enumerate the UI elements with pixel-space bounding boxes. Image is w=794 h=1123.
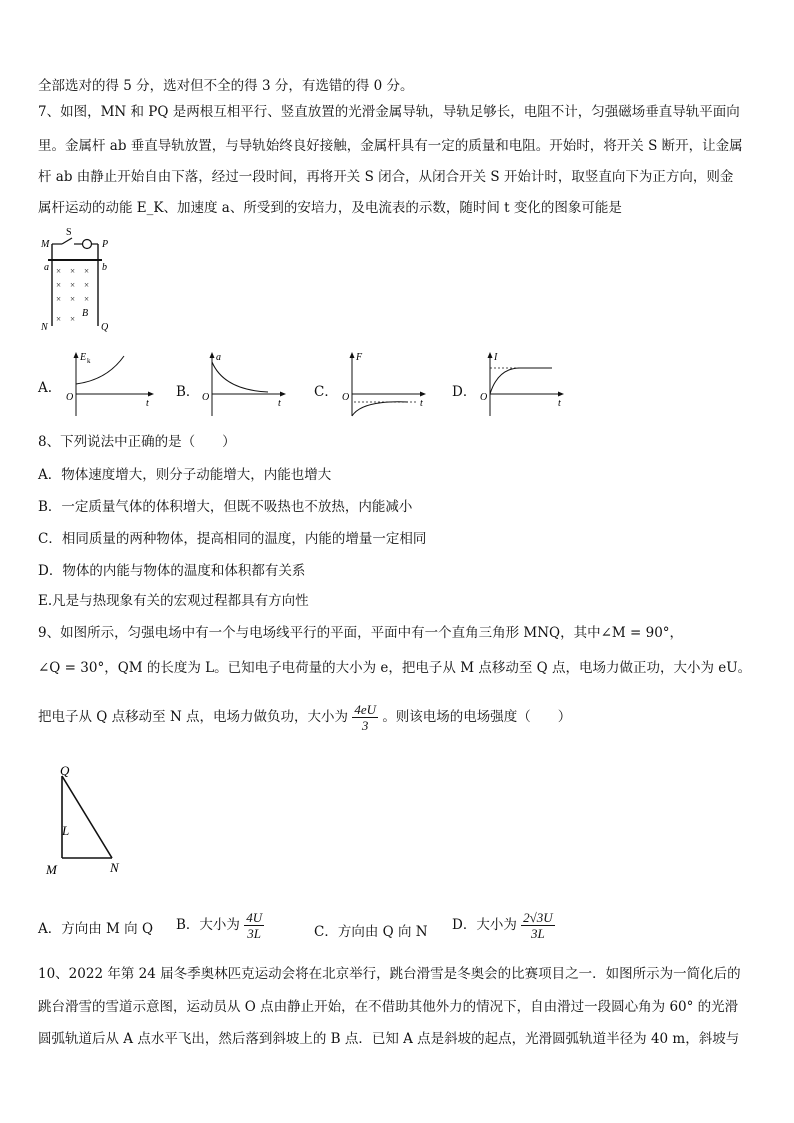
q7-label-q: Q — [101, 322, 109, 333]
q7-d-xlabel: t — [558, 398, 561, 409]
q7-line-1: 7、如图，MN 和 PQ 是两根互相平行、竖直放置的光滑金属导轨，导轨足够长，电阻不计，匀强磁场垂直导轨平面向 — [38, 104, 740, 120]
q9-line-3-post: 。则该电场的电场强度（ ） — [382, 709, 572, 725]
q9-option-c: C．方向由 Q 向 N — [314, 924, 428, 940]
q9-line-3 — [38, 702, 571, 733]
q7-label-n: N — [41, 322, 48, 333]
q7-graph-c — [338, 350, 438, 422]
q9-option-d-fraction — [521, 910, 555, 941]
q7-label-B: B — [82, 308, 89, 319]
q8-option-b: B．一定质量气体的体积增大，但既不吸热也不放热，内能减小 — [38, 499, 413, 515]
q7-a-origin: O — [66, 392, 74, 403]
svg-text:×: × — [84, 294, 90, 304]
q7-graph-a — [62, 350, 162, 422]
q8-option-a: A．物体速度增大，则分子动能增大，内能也增大 — [38, 467, 332, 483]
q9-option-b-fraction — [244, 910, 264, 941]
q7-rail-figure — [38, 226, 118, 336]
svg-text:×: × — [70, 314, 76, 324]
q7-c-ylabel: F — [356, 352, 363, 363]
q9-option-b-den: 3L — [247, 926, 262, 941]
svg-text:×: × — [56, 314, 62, 324]
svg-text:×: × — [84, 266, 90, 276]
svg-text:×: × — [84, 280, 90, 290]
q9-line-1: 9、如图所示，匀强电场中有一个与电场线平行的平面，平面中有一个直角三角形 MNQ，其中∠M = 90°， — [38, 625, 684, 641]
q9-label-m: M — [46, 862, 57, 877]
q10-line-1: 10、2022 年第 24 届冬季奥林匹克运动会将在北京举行，跳台滑雪是冬奥会的比赛项目之一．如图所示为一简化后的 — [38, 966, 741, 982]
svg-text:×: × — [56, 280, 62, 290]
q7-a-ysub: k — [87, 357, 91, 365]
q7-option-c-letter: C． — [314, 384, 338, 400]
q7-b-origin: O — [202, 392, 210, 403]
q7-label-p: P — [102, 239, 109, 250]
q7-d-ylabel: I — [494, 352, 498, 363]
q9-frac-num: 4eU — [354, 702, 377, 717]
q7-label-s: S — [66, 227, 72, 238]
q7-graph-d — [476, 350, 576, 422]
q8-option-d: D．物体的内能与物体的温度和体积都有关系 — [38, 563, 306, 579]
svg-text:×: × — [56, 294, 62, 304]
q9-label-l: L — [62, 823, 70, 838]
svg-text:×: × — [56, 266, 62, 276]
q9-option-b — [176, 910, 264, 941]
q9-frac-den: 3 — [361, 718, 369, 733]
q9-option-d-pre: D．大小为 — [452, 917, 517, 933]
q7-line-3: 杆 ab 由静止开始自由下落，经过一段时间，再将开关 S 闭合，从闭合开关 S 开始计时，取竖直向下为正方向，则金 — [38, 169, 734, 185]
q9-label-n: N — [110, 860, 119, 875]
q8-option-e: E.凡是与热现象有关的宏观过程都具有方向性 — [38, 593, 309, 609]
q9-option-d — [452, 910, 555, 941]
q9-option-b-num: 4U — [246, 910, 263, 925]
q10-line-2: 跳台滑雪的雪道示意图，运动员从 O 点由静止开始，在不借助其他外力的情况下，自由滑过一段圆心角为 60° 的光滑 — [38, 999, 739, 1015]
q7-option-b-letter: B． — [176, 384, 200, 400]
svg-text:×: × — [70, 280, 76, 290]
q7-d-origin: O — [480, 392, 488, 403]
q9-label-q: Q — [60, 763, 70, 778]
q8-option-c: C．相同质量的两种物体，提高相同的温度，内能的增量一定相同 — [38, 531, 427, 547]
q7-label-b: b — [102, 262, 107, 273]
q9-line-2: ∠Q = 30°，QM 的长度为 L。已知电子电荷量的大小为 e，把电子从 M 点移动至 Q 点，电场力做正功，大小为 eU。 — [38, 660, 752, 676]
q7-b-ylabel: a — [216, 352, 221, 363]
q7-line-2: 里。金属杆 ab 垂直导轨放置，与导轨始终良好接触，金属杆具有一定的质量和电阻。开始时，将开关 S 断开，让金属 — [38, 138, 743, 154]
q9-option-d-num: 2√3U — [523, 910, 553, 925]
q10-line-3: 圆弧轨道后从 A 点水平飞出，然后落到斜坡上的 B 点．已知 A 点是斜坡的起点，光滑圆弧轨道半径为 40 m，斜坡与 — [38, 1031, 740, 1047]
q7-option-d-letter: D． — [452, 384, 477, 400]
svg-text:×: × — [70, 294, 76, 304]
q7-a-ylabel: E — [80, 352, 87, 363]
q7-c-origin: O — [342, 392, 350, 403]
q9-option-b-pre: B．大小为 — [176, 917, 240, 933]
q7-c-xlabel: t — [420, 398, 423, 409]
q8-stem: 8、下列说法中正确的是（ ） — [38, 434, 236, 450]
q7-label-a: a — [44, 262, 49, 273]
q7-option-a-letter: A. — [38, 380, 53, 396]
q9-option-d-den: 3L — [531, 926, 545, 941]
intro-line: 全部选对的得 5 分，选对但不全的得 3 分，有选错的得 0 分。 — [38, 78, 414, 94]
q9-work-fraction — [352, 702, 378, 733]
q7-line-4: 属杆运动的动能 E_K、加速度 a、所受到的安培力，及电流表的示数，随时间 t 变化的图象可能是 — [38, 200, 622, 216]
q9-line-3-pre: 把电子从 Q 点移动至 N 点，电场力做负功，大小为 — [38, 709, 349, 725]
q7-label-m: M — [41, 239, 50, 250]
q9-triangle-figure — [40, 762, 140, 882]
q9-option-a: A．方向由 M 向 Q — [38, 921, 154, 937]
q7-graph-b — [198, 350, 298, 422]
q7-b-xlabel: t — [278, 398, 281, 409]
q7-a-xlabel: t — [146, 398, 149, 409]
svg-text:×: × — [70, 266, 76, 276]
